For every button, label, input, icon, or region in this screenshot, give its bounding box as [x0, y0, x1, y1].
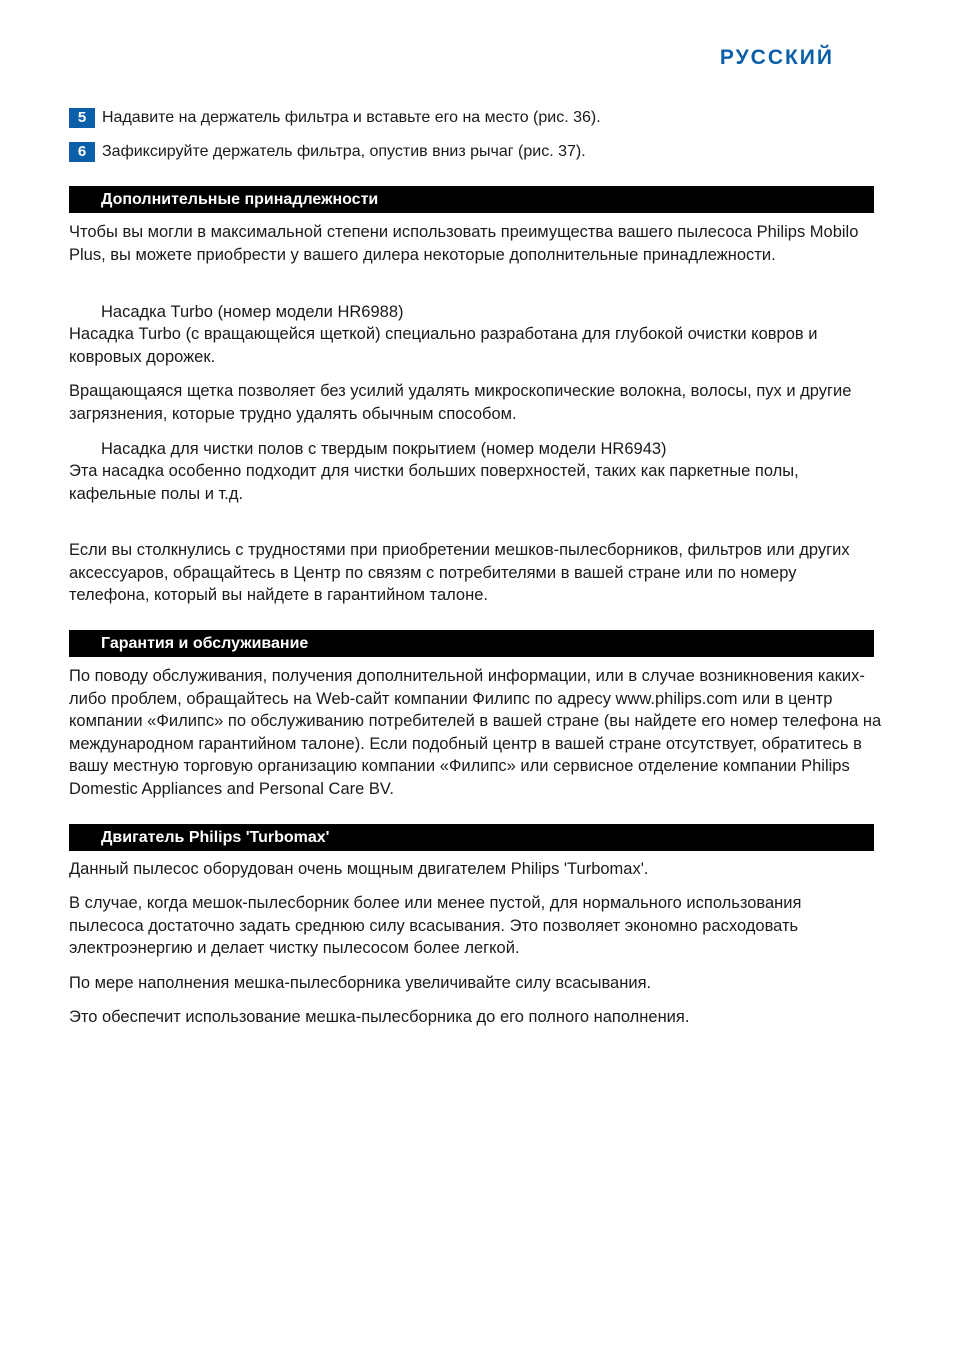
- warranty-text: По поводу обслуживания, получения дополнительной информации, или в случае возникновения каких-либо проблем, обращайтесь на Web-сайт компании Филипс по адресу www.philips.com или в центр компании «Филипс» по обслуживанию потребителей в вашей стране (вы найдете его номер телефона на международном гарантийном талоне). Если подобный центр в вашей стране отсутствует, обратитесь в вашу местную торговую организацию компании «Филипс» или сервисное отделение компании Philips Domestic Appliances and Personal Care BV.: [69, 667, 882, 798]
- step-number-badge: 5: [69, 108, 95, 128]
- motor-text-3: По мере наполнения мешка-пылесборника увеличивайте силу всасывания.: [69, 974, 652, 992]
- language-label: РУССКИЙ: [719, 46, 834, 69]
- turbo-nozzle-text: Насадка Turbo (с вращающейся щеткой) специально разработана для глубокой очистки ковров и ковровых дорожек.: [69, 325, 818, 366]
- step-6: [69, 142, 586, 162]
- section-header-motor: Двигатель Philips 'Turbomax': [69, 824, 874, 851]
- turbo-nozzle-text-2: Вращающаяся щетка позволяет без усилий удалять микроскопические волокна, волосы, пух и другие загрязнения, которые трудно удалять обычным способом.: [69, 382, 852, 423]
- floor-nozzle-title: Насадка для чистки полов с твердым покрытием (номер модели HR6943): [101, 440, 667, 458]
- motor-text-1: Данный пылесос оборудован очень мощным двигателем Philips 'Turbomax'.: [69, 860, 649, 878]
- step-number-badge: 6: [69, 142, 95, 162]
- section-header-accessories: Дополнительные принадлежности: [69, 186, 874, 213]
- step-text: Надавите на держатель фильтра и вставьте его на место (рис. 36).: [102, 109, 601, 126]
- accessories-intro: Чтобы вы могли в максимальной степени использовать преимущества вашего пылесоса Philips Mobilo Plus, вы можете приобрести у вашего дилера некоторые дополнительные принадлежности.: [69, 223, 859, 264]
- floor-nozzle-text: Эта насадка особенно подходит для чистки больших поверхностей, таких как паркетные полы, кафельные полы и т.д.: [69, 462, 799, 503]
- motor-text-2: В случае, когда мешок-пылесборник более или менее пустой, для нормального использования пылесоса достаточно задать среднюю силу всасывания. Это позволяет экономно расходовать электроэнергию и делает чистку пылесосом более легкой.: [69, 894, 802, 958]
- step-5: [69, 108, 601, 128]
- section-header-warranty: Гарантия и обслуживание: [69, 630, 874, 657]
- motor-text-4: Это обеспечит использование мешка-пылесборника до его полного наполнения.: [69, 1008, 690, 1026]
- turbo-nozzle-title: Насадка Turbo (номер модели HR6988): [101, 303, 404, 321]
- accessories-contact-text: Если вы столкнулись с трудностями при приобретении мешков-пылесборников, фильтров или других аксессуаров, обращайтесь в Центр по связям с потребителями в вашей стране или по номеру телефона, который вы найдете в гарантийном талоне.: [69, 541, 850, 605]
- step-text: Зафиксируйте держатель фильтра, опустив вниз рычаг (рис. 37).: [102, 143, 586, 160]
